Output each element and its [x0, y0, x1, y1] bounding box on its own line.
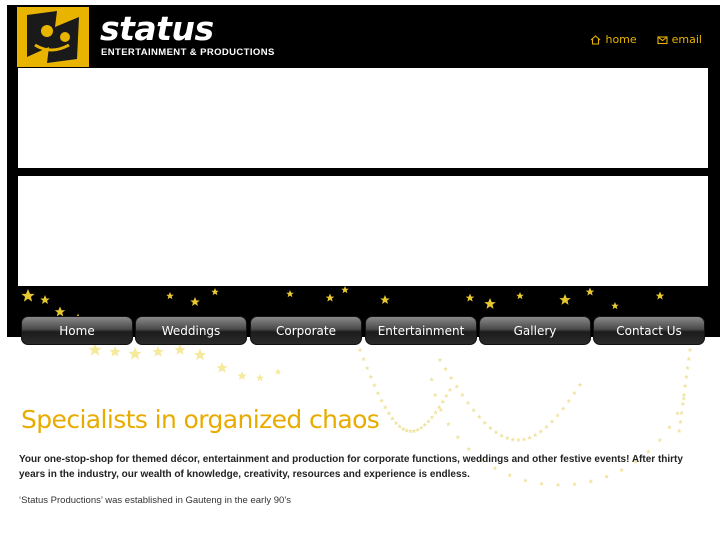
star-shape	[341, 286, 349, 293]
star-shape	[559, 294, 570, 305]
email-link-label: email	[671, 33, 702, 46]
star-shape	[40, 295, 50, 304]
nav-gallery[interactable]: Gallery	[479, 316, 591, 345]
star-shape	[484, 298, 495, 309]
star-shape	[326, 294, 335, 302]
star-shape	[380, 295, 390, 304]
intro-paragraph: Your one-stop-shop for themed décor, entertainment and production for corporate functions, weddings and other festive events! After thirty years in the industry, our wealth of knowledge, creativity, resources and experience is endless.	[19, 454, 683, 480]
star-shape	[190, 297, 200, 306]
nav-entertainment[interactable]: Entertainment	[365, 316, 477, 345]
star-shape	[656, 292, 665, 300]
star-shape	[516, 292, 524, 299]
nav-contact-us[interactable]: Contact Us	[593, 316, 705, 345]
star-shape	[466, 294, 475, 302]
nav-corporate[interactable]: Corporate	[250, 316, 362, 345]
star-shape	[286, 290, 294, 297]
star-shape	[166, 292, 174, 299]
brand-name: status	[100, 9, 214, 48]
star-shape	[211, 288, 219, 295]
star-shape	[55, 307, 65, 317]
star-shape	[611, 302, 619, 309]
home-link-label: home	[605, 33, 637, 46]
main-nav	[21, 316, 706, 345]
star-shape	[586, 288, 595, 296]
star-shape	[21, 289, 34, 302]
established-text: ‘Status Productions’ was established in Gauteng in the early 90’s	[19, 495, 291, 506]
nav-weddings[interactable]: Weddings	[135, 316, 247, 345]
page-headline: Specialists in organized chaos	[21, 405, 380, 434]
brand-tagline: ENTERTAINMENT & PRODUCTIONS	[101, 47, 275, 58]
nav-home[interactable]: Home	[21, 316, 133, 345]
